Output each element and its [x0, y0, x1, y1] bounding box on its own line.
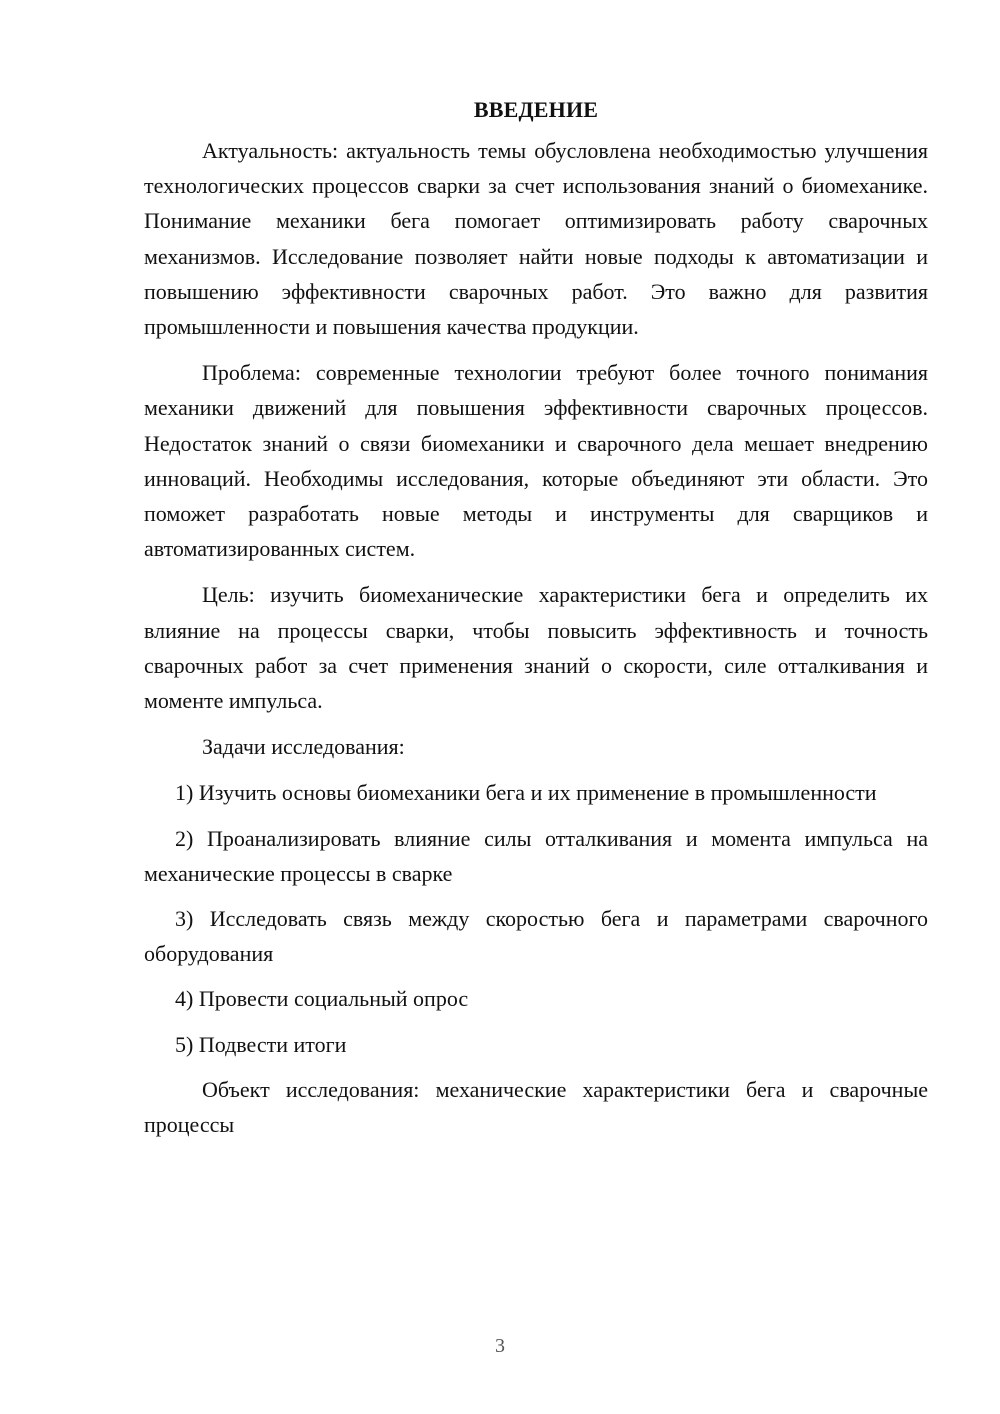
goal-paragraph: Цель: изучить биомеханические характеристики бега и определить их влияние на процессы сварки, чтобы повысить эффективность и точность сварочных работ за счет применения знаний о скорости, силе отталкивания и моменте импульса.	[144, 582, 928, 714]
list-item: 3) Исследовать связь между скоростью бега и параметрами сварочного оборудования	[144, 906, 928, 967]
object-paragraph: Объект исследования: механические характеристики бега и сварочные процессы	[144, 1076, 928, 1138]
tasks-heading: Задачи исследования:	[202, 734, 405, 760]
list-item: 1) Изучить основы биомеханики бега и их применение в промышленности	[175, 780, 877, 806]
page-content	[144, 92, 928, 1153]
page-heading: ВВЕДЕНИЕ	[473, 97, 599, 122]
problem-paragraph: Проблема: современные технологии требуют более точного понимания механики движений для повышения эффективности сварочных процессов. Недостаток знаний о связи биомеханики и сварочного дела мешает внедрению инноваций. Необходимы исследования, которые объединяют эти области. Это поможет разработать новые методы и инструменты для сварщиков и автоматизированных систем.	[144, 360, 928, 562]
list-item: 2) Проанализировать влияние силы отталкивания и момента импульса на механические процессы в сварке	[144, 825, 928, 886]
tasks-list	[144, 775, 928, 1061]
relevance-paragraph: Актуальность: актуальность темы обусловлена необходимостью улучшения технологических процессов сварки за счет использования знаний о биомеханике. Понимание механики бега помогает оптимизировать работу сварочных механизмов. Исследование позволяет найти новые подходы к автоматизации и повышению эффективности сварочных работ. Это важно для развития промышленности и повышения качества продукции.	[144, 138, 928, 340]
list-item: 5) Подвести итоги	[175, 1031, 347, 1057]
page-number: 3	[495, 1335, 505, 1357]
list-item: 4) Провести социальный опрос	[175, 986, 469, 1012]
